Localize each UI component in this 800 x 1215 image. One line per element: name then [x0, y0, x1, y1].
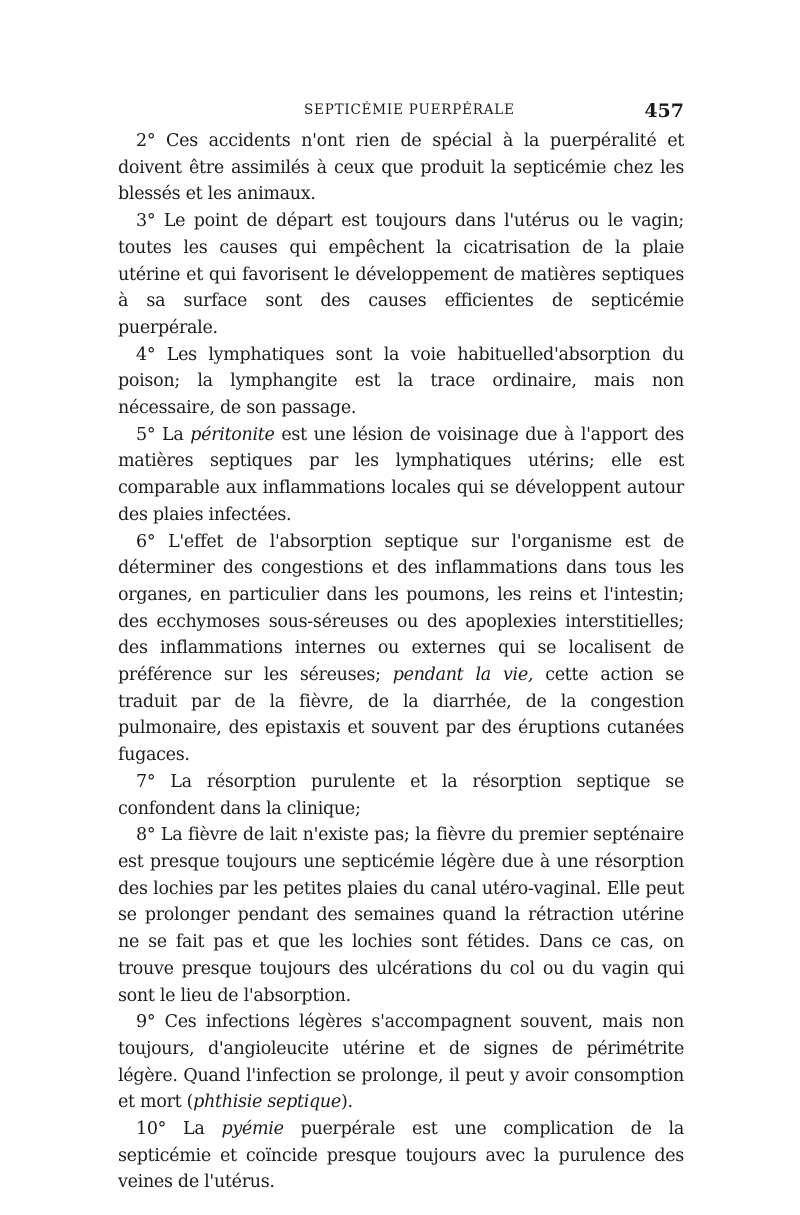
paragraph-2: [118, 128, 684, 208]
italic-term: phthisie septique: [193, 1092, 341, 1113]
paragraph-9: [118, 1009, 684, 1116]
paragraph-text: cette action se traduit par de la fièvre, de la diarrhée, de la congestion pulmonaire, des epistaxis et souvent par des éruptions cutanées fugaces.: [118, 665, 685, 766]
paragraph-text: 7° La résorption purulente et la résorption septique se confondent dans la clinique;: [118, 771, 684, 819]
paragraph-8: [118, 822, 684, 1009]
italic-term: péritonite: [190, 424, 275, 445]
paragraph-text: 2° Ces accidents n'ont rien de spécial à la puerpéralité et doivent être assimilés à ceux que produit la septicémie chez les blessés et les animaux.: [118, 131, 684, 205]
paragraph-text: 8° La fièvre de lait n'existe pas; la fièvre du premier septénaire est presque toujours une septicémie légère due à une résorption des lochies par les petites plaies du canal utéro-vaginal. Elle peut se prolonger pendant des semaines quand la rétraction utérine ne se fait pas et que les lochies sont fétides. Dans ce cas, on trouve presque toujours des ulcérations du col ou du vagin qui sont le lieu de l'absorption.: [118, 825, 684, 1006]
paragraph-text: 5° La: [136, 424, 191, 445]
paragraph-4: [118, 342, 684, 422]
paragraph-text: ).: [340, 1092, 353, 1113]
page-header: [118, 100, 684, 124]
paragraph-text: 6° L'effet de l'absorption septique sur l'organisme est de déterminer des congestions et des inflammations dans tous les organes, en particulier dans les poumons, les reins et l'intestin; des ecchymoses sous-séreuses ou des apoplexies interstitielles; des inflammations internes ou externes qui se localisent de préférence sur les séreuses;: [118, 531, 684, 686]
paragraph-text: 4° Les lymphatiques sont la voie habituelled'absorption du poison; la lymphangite est la trace ordinaire, mais non nécessaire, de son passage.: [118, 344, 684, 419]
page-number: 457: [644, 100, 684, 122]
paragraph-text: 9° Ces infections légères s'accompagnent souvent, mais non toujours, d'angioleucite utérine et de signes de périmétrite légère. Quand l'infection se prolonge, il peut y avoir consomption et mort (: [118, 1012, 684, 1113]
italic-term: pendant la vie,: [392, 665, 534, 686]
paragraph-10: [118, 1116, 684, 1196]
page-body: [118, 128, 684, 1196]
paragraph-5: [118, 422, 684, 529]
paragraph-3: [118, 208, 684, 342]
running-title: SEPTICÉMIE PUERPÉRALE: [304, 102, 515, 118]
italic-term: pyémie: [221, 1119, 284, 1140]
paragraph-text: puerpérale est une complication de la septicémie et coïncide presque toujours avec la purulence des veines de l'utérus.: [118, 1119, 684, 1193]
paragraph-text: 10° La: [136, 1119, 222, 1140]
paragraph-7: [118, 769, 684, 822]
paragraph-6: [118, 529, 684, 769]
paragraph-text: est une lésion de voisinage due à l'apport des matières septiques par les lymphatiques utérins; elle est comparable aux inflammations locales qui se développent autour des plaies infectées.: [118, 424, 684, 525]
paragraph-text: 3° Le point de départ est toujours dans l'utérus ou le vagin; toutes les causes qui empêchent la cicatrisation de la plaie utérine et qui favorisent le développement de matières septiques à sa surface sont des causes efficientes de septicémie puerpérale.: [118, 211, 684, 338]
